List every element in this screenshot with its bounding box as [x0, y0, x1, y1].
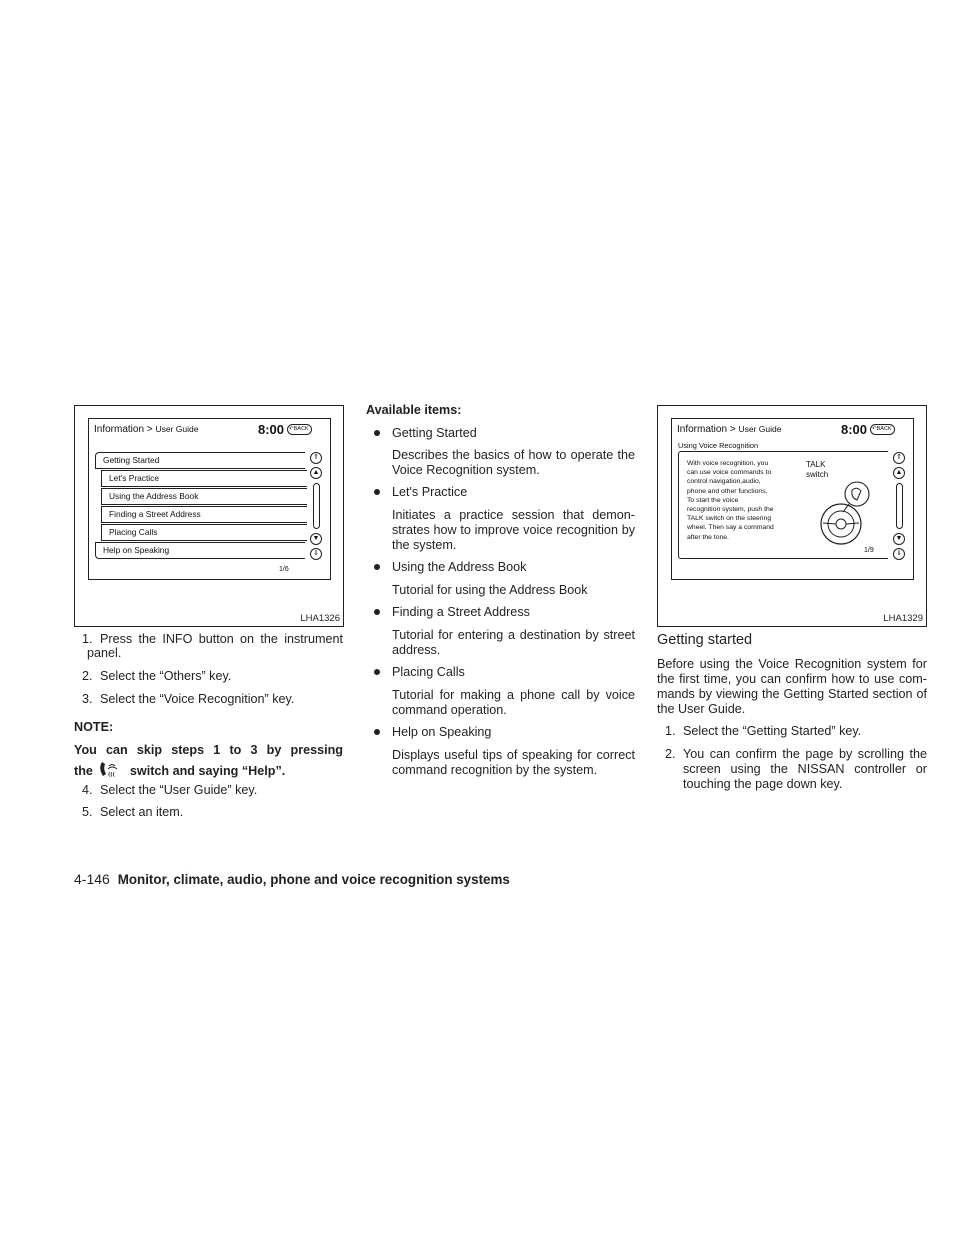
panel-text: With voice recognition, you can use voice commands to control navigation,audio, phone and other functions. To start the voice recognition system, push the TALK switch on the steering wheel. Then say a command after the tone.	[687, 460, 774, 541]
back-label: BACK	[876, 426, 892, 432]
section-title: Monitor, climate, audio, phone and voice recognition systems	[117, 872, 510, 887]
talk-switch-label: TALK switch	[806, 460, 829, 479]
list-item: 5. Select an item.	[82, 805, 184, 819]
item-title: Placing Calls	[392, 665, 465, 679]
panel-heading: Using Voice Recognition	[678, 441, 759, 450]
item-description: Initiates a practice session that demon- strates how to improve voice recognition by the system.	[392, 508, 635, 552]
screen-display	[671, 418, 914, 580]
list-item: 2. You can confirm the page by scrolling the screen using the NISSAN controller or touching the page down key.	[665, 747, 927, 791]
section-heading: Getting started	[657, 632, 753, 648]
figure-code: LHA1326	[300, 613, 340, 624]
bullet-icon	[374, 729, 380, 735]
menu-item-address-book[interactable]: Using the Address Book	[101, 488, 307, 505]
scroll-up-icon[interactable]: ▲	[893, 467, 905, 479]
item-title: Let's Practice	[392, 485, 468, 499]
back-arrow-icon: ↶	[872, 426, 877, 432]
item-title: Using the Address Book	[392, 560, 527, 574]
screen-clock: 8:00	[841, 422, 868, 437]
back-label: BACK	[293, 426, 309, 432]
menu-item-placing-calls[interactable]: Placing Calls	[101, 524, 307, 541]
available-items-heading: Available items:	[366, 403, 462, 417]
scroll-up-icon[interactable]: ▲	[310, 467, 322, 479]
screen-title: Information > User Guide	[94, 424, 199, 435]
steering-wheel-icon	[813, 474, 883, 546]
figure-code: LHA1329	[883, 613, 923, 624]
figure-using-voice-recognition	[657, 405, 927, 627]
item-title: Getting Started	[392, 426, 477, 440]
page-down-icon[interactable]: ⇓	[310, 548, 322, 560]
item-description: Displays useful tips of speaking for correct command recognition by the system.	[392, 748, 635, 777]
page-footer	[74, 871, 510, 888]
bullet-icon	[374, 489, 380, 495]
screen-title: Information > User Guide	[677, 424, 782, 435]
scroll-down-icon[interactable]: ▼	[310, 533, 322, 545]
screen-display	[88, 418, 331, 580]
scrollbar-track[interactable]	[313, 483, 320, 529]
menu-item-lets-practice[interactable]: Let's Practice	[101, 470, 307, 487]
item-description: Describes the basics of how to operate the Voice Recognition system.	[392, 448, 635, 477]
bullet-icon	[374, 669, 380, 675]
page-number: 4-146	[74, 871, 110, 887]
page-down-icon[interactable]: ⇓	[893, 548, 905, 560]
list-item: 1. Press the INFO button on the instrument panel.	[82, 632, 343, 660]
scroll-down-icon[interactable]: ▼	[893, 533, 905, 545]
bullet-icon	[374, 564, 380, 570]
item-description: Tutorial for entering a destination by street address.	[392, 628, 635, 657]
figure-user-guide-list	[74, 405, 344, 627]
list-item: 3. Select the “Voice Recognition” key.	[82, 692, 295, 706]
bullet-icon	[374, 609, 380, 615]
screen-clock: 8:00	[258, 422, 285, 437]
item-title: Finding a Street Address	[392, 605, 530, 619]
text-panel	[678, 451, 888, 559]
note-text-line1: You can skip steps 1 to 3 by pressing	[74, 743, 343, 757]
back-button[interactable]	[870, 424, 895, 435]
page-up-icon[interactable]: ⇑	[893, 452, 905, 464]
item-description: Tutorial for using the Address Book	[392, 583, 588, 597]
menu-item-help-speaking[interactable]: Help on Speaking	[95, 542, 305, 559]
page-indicator: 1/9	[864, 547, 874, 554]
menu-item-getting-started[interactable]: Getting Started	[95, 452, 305, 469]
back-arrow-icon: ↶	[289, 426, 294, 432]
item-title: Help on Speaking	[392, 725, 492, 739]
back-button[interactable]	[287, 424, 312, 435]
screen-subtitle: User Guide	[738, 424, 782, 434]
list-item: 4. Select the “User Guide” key.	[82, 783, 258, 797]
page-up-icon[interactable]: ⇑	[310, 452, 322, 464]
intro-paragraph: Before using the Voice Recognition system for the first time, you can confirm how to use com- mands by viewing the Getting Started section of the User Guide.	[657, 657, 927, 716]
screen-subtitle: User Guide	[155, 424, 199, 434]
list-item: 1. Select the “Getting Started” key.	[665, 724, 862, 738]
list-item: 2. Select the “Others” key.	[82, 669, 232, 683]
note-text-line2: the ((( switch and saying “Help”.	[74, 760, 285, 779]
page-indicator: 1/6	[279, 566, 289, 573]
bullet-icon	[374, 430, 380, 436]
item-description: Tutorial for making a phone call by voice command operation.	[392, 688, 635, 717]
note-label: NOTE:	[74, 720, 114, 734]
scrollbar-track[interactable]	[896, 483, 903, 529]
menu-item-street-address[interactable]: Finding a Street Address	[101, 506, 307, 523]
svg-text:(((: (((	[108, 772, 116, 778]
talk-switch-icon	[96, 760, 126, 776]
